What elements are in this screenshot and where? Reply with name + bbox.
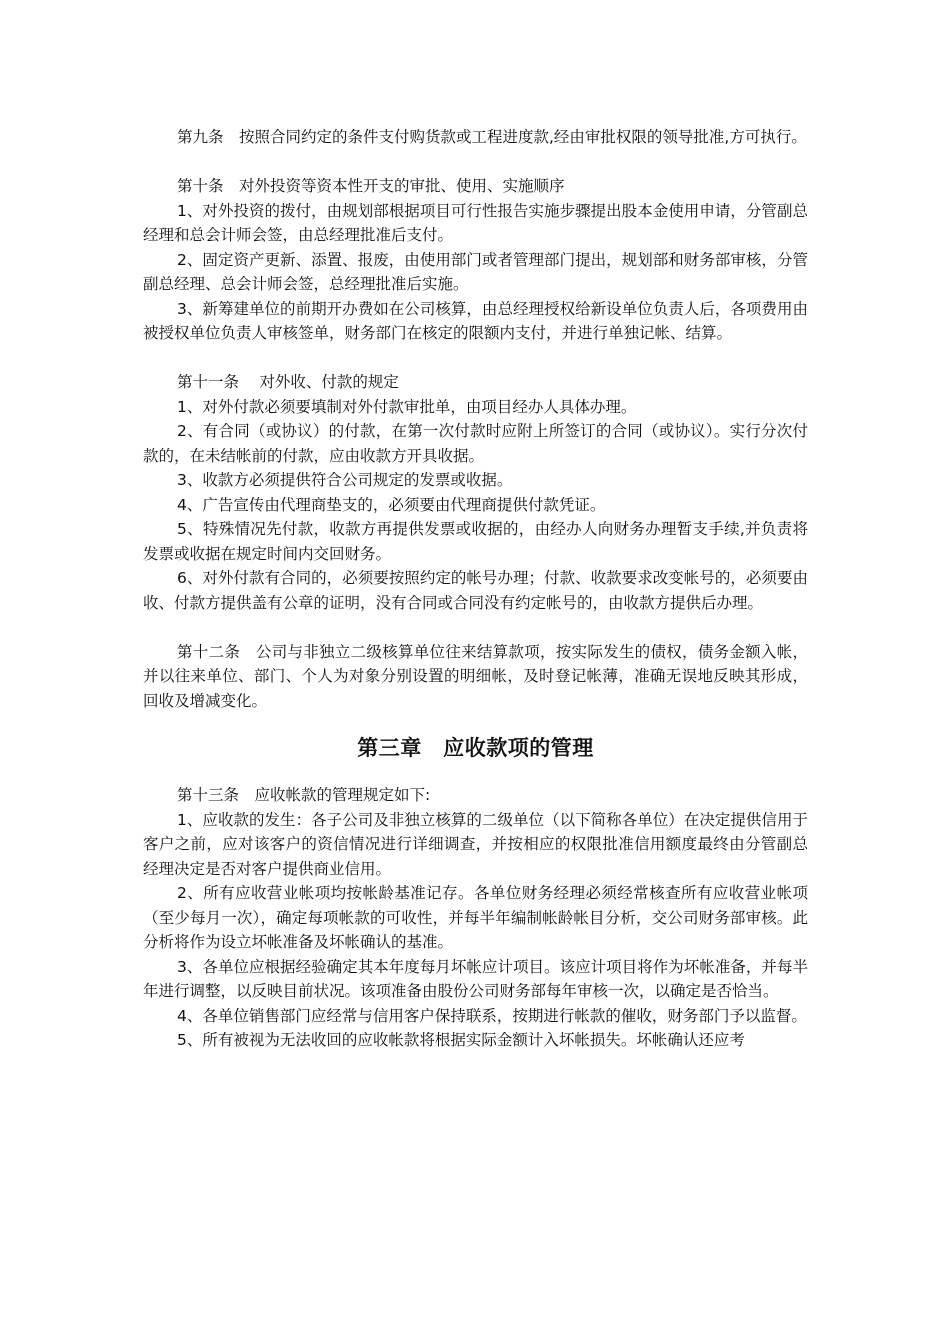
article-13-item: 1、应收款的发生：各子公司及非独立核算的二级单位（以下简称各单位）在决定提供信用于客户之前，应对该客户的资信情况进行详细调查，并按相应的权限批准信用额度最终由分管副总经理决定是否对客户提供商业信用。 bbox=[143, 810, 808, 878]
article-13-item: 2、所有应收营业帐项均按帐龄基准记存。各单位财务经理必须经常核查所有应收营业帐项（至少每月一次），确定每项帐款的可收性，并每半年编制帐龄帐目分析，交公司财务部审核。此分析将作为设立坏帐准备及坏帐确认的基准。 bbox=[143, 884, 808, 951]
spacer bbox=[143, 150, 808, 175]
spacer bbox=[143, 615, 808, 640]
article-13-item: 4、各单位销售部门应经常与信用客户保持联系，按期进行帐款的催收，财务部门予以监督。 bbox=[177, 1006, 807, 1025]
article-10-item: 1、对外投资的拨付，由规划部根据项目可行性报告实施步骤提出股本金使用申请，分管副总经理和总会计师会签，由总经理批准后支付。 bbox=[143, 201, 808, 244]
article-13-item: 5、所有被视为无法收回的应收帐款将根据实际金额计入坏帐损失。坏帐确认还应考 bbox=[177, 1031, 745, 1049]
article-10-item: 3、新筹建单位的前期开办费如在公司核算，由总经理授权给新设单位负责人后，各项费用由被授权单位负责人审核签单，财务部门在核定的限额内支付，并进行单独记帐、结算。 bbox=[143, 299, 808, 342]
article-11-item: 4、广告宣传由代理商垫支的，必须要由代理商提供付款凭证。 bbox=[177, 495, 606, 514]
article-9: 第九条 按照合同约定的条件支付购货款或工程进度款,经由审批权限的领导批准,方可执行。 bbox=[177, 128, 807, 146]
article-11-item: 3、收款方必须提供符合公司规定的发票或收据。 bbox=[177, 471, 513, 489]
spacer bbox=[143, 346, 808, 371]
article-11-item: 6、对外付款有合同的，必须要按照约定的帐号办理；付款、收款要求改变帐号的，必须要由收、付款方提供盖有公章的证明，没有合同或合同没有约定帐号的，由收款方提供后办理。 bbox=[143, 569, 808, 612]
article-11-item: 2、有合同（或协议）的付款，在第一次付款时应附上所签订的合同（或协议）。实行分次付款的，在未结帐前的付款，应由收款方开具收据。 bbox=[143, 422, 808, 465]
article-10-heading: 第十条 对外投资等资本性开支的审批、使用、实施顺序 bbox=[177, 177, 565, 195]
article-12: 第十二条 公司与非独立二级核算单位往来结算款项，按实际发生的债权，债务金额入帐，并以往来单位、部门、个人为对象分别设置的明细帐，及时登记帐薄，准确无误地反映其形成，回收及增减变化。 bbox=[143, 642, 808, 710]
article-11-item: 5、特殊情况先付款，收款方再提供发票或收据的，由经办人向财务办理暂支手续,并负责将发票或收据在规定时间内交回财务。 bbox=[143, 520, 808, 563]
article-11-heading: 第十一条 对外收、付款的规定 bbox=[177, 373, 399, 391]
article-13-item: 3、各单位应根据经验确定其本年度每月坏帐应计项目。该应计项目将作为坏帐准备，并每半年进行调整，以反映目前状况。该项准备由股份公司财务部每年审核一次，以确定是否恰当。 bbox=[143, 957, 808, 1000]
document-body bbox=[143, 125, 808, 1053]
article-13-heading: 第十三条 应收帐款的管理规定如下: bbox=[177, 786, 431, 804]
article-11-item: 1、对外付款必须要填制对外付款审批单，由项目经办人具体办理。 bbox=[177, 397, 637, 416]
article-10-item: 2、固定资产更新、添置、报废，由使用部门或者管理部门提出，规划部和财务部审核，分管副总经理、总会计师会签，总经理批准后实施。 bbox=[143, 250, 808, 293]
chapter-3-title: 第三章 应收款项的管理 bbox=[357, 736, 594, 760]
